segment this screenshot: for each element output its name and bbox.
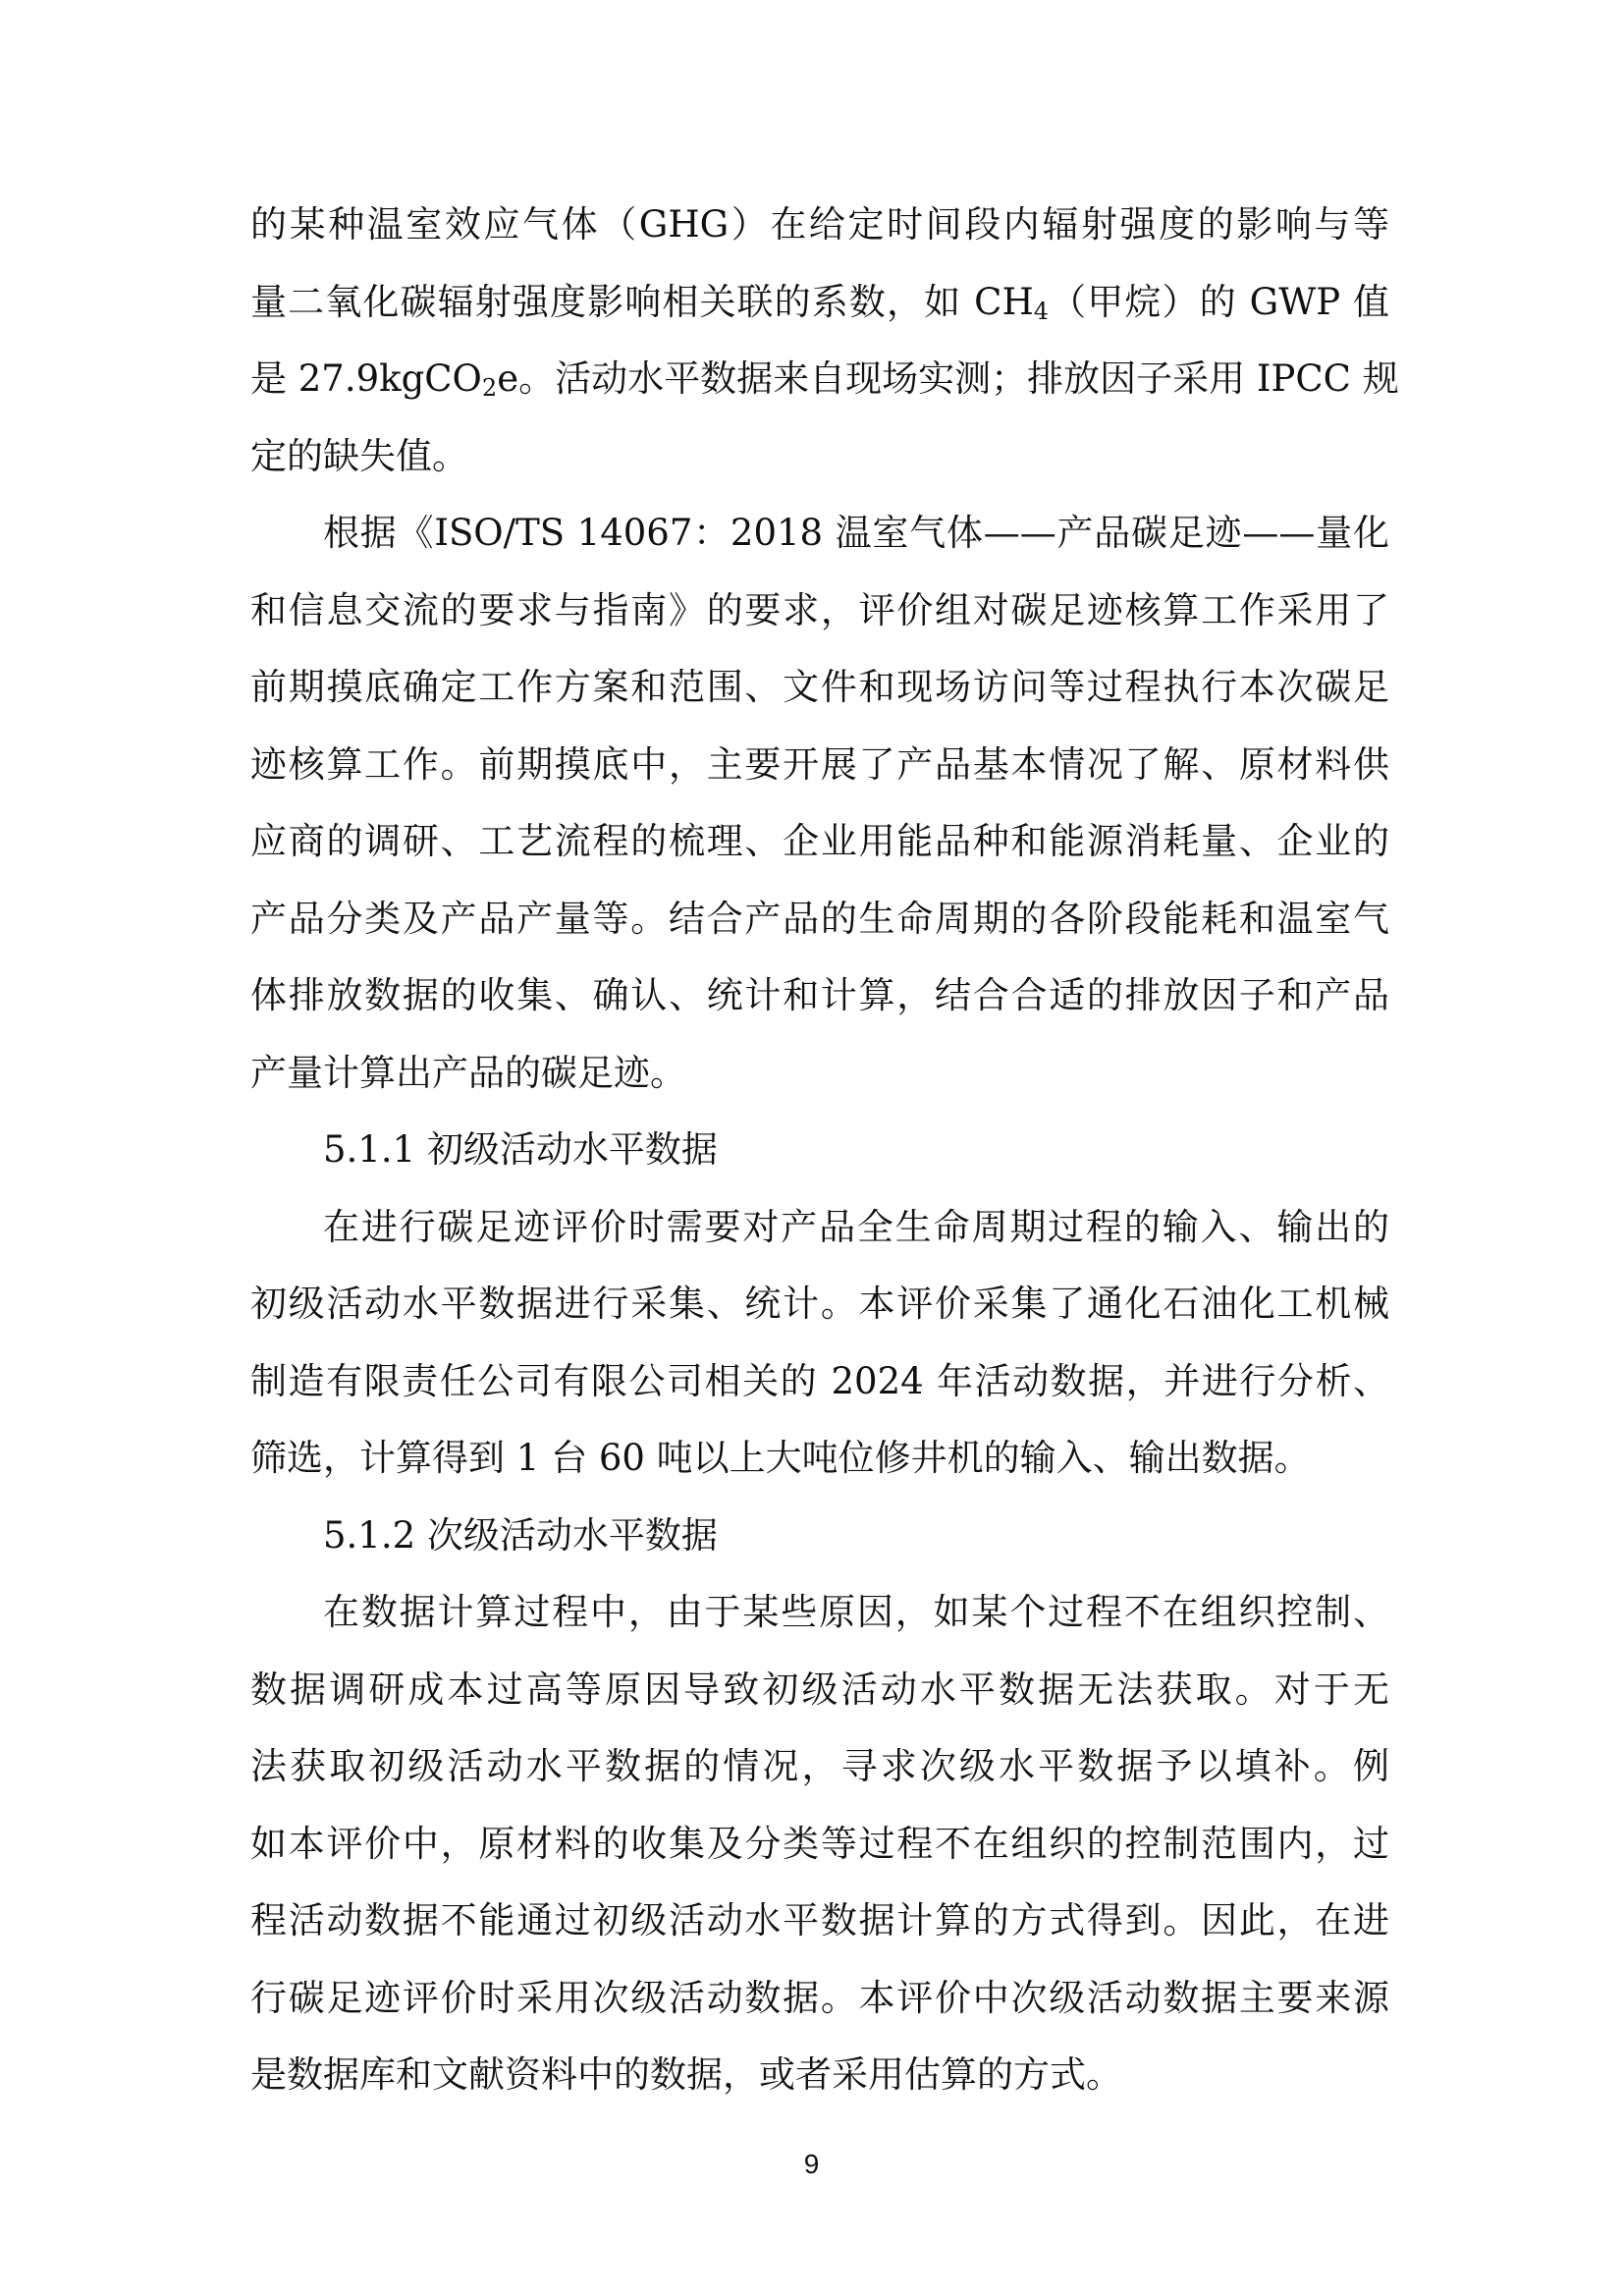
paragraph-iso-methodology — [250, 495, 1389, 1112]
paragraph-secondary-data — [250, 1574, 1389, 2114]
text-line: 迹核算工作。前期摸底中，主要开展了产品基本情况了解、原材料供 — [250, 742, 1389, 786]
paragraph-primary-data — [250, 1189, 1389, 1498]
text-segment: （甲烷）的 GWP 值 — [1049, 280, 1389, 323]
text-line: 在数据计算过程中，由于某些原因，如某个过程不在组织控制、 — [323, 1591, 1389, 1633]
text-line: 行碳足迹评价时采用次级活动数据。本评价中次级活动数据主要来源 — [250, 1976, 1389, 2019]
text-line: 产品分类及产品产量等。结合产品的生命周期的各阶段能耗和温室气 — [250, 897, 1389, 940]
text-line: 是数据库和文献资料中的数据，或者采用估算的方式。 — [250, 2053, 1122, 2096]
text-segment: 量二氧化碳辐射强度影响相关联的系数，如 CH — [250, 280, 1034, 323]
text-line: 产量计算出产品的碳足迹。 — [250, 1051, 686, 1094]
text-line: 数据调研成本过高等原因导致初级活动水平数据无法获取。对于无 — [250, 1667, 1389, 1711]
subscript: 4 — [1033, 297, 1050, 325]
text-line: 根据《ISO/TS 14067：2018 温室气体——产品碳足迹——量化 — [323, 512, 1389, 554]
text-line: 应商的调研、工艺流程的梳理、企业用能品种和能源消耗量、企业的 — [250, 820, 1389, 862]
text-line: 在进行碳足迹评价时需要对产品全生命周期过程的输入、输出的 — [323, 1205, 1389, 1248]
text-line: 定的缺失值。 — [250, 434, 468, 477]
text-line: 程活动数据不能通过初级活动水平数据计算的方式得到。因此，在进 — [250, 1899, 1389, 1941]
text-line: 初级活动水平数据进行采集、统计。本评价采集了通化石油化工机械 — [250, 1283, 1389, 1325]
page-number: 9 — [803, 2149, 820, 2179]
subscript: 2 — [481, 374, 498, 402]
text-segment: e。活动水平数据来自现场实测；排放因子采用 IPCC 规 — [497, 357, 1399, 400]
text-line: 筛选，计算得到 1 台 60 吨以上大吨位修井机的输入、输出数据。 — [250, 1437, 1311, 1479]
section-heading-secondary-data: 5.1.2 次级活动水平数据 — [323, 1513, 718, 1557]
text-line: 制造有限责任公司有限公司相关的 2024 年活动数据，并进行分析、 — [250, 1359, 1389, 1402]
text-line: 法获取初级活动水平数据的情况，寻求次级水平数据予以填补。例 — [250, 1745, 1389, 1787]
text-line: 体排放数据的收集、确认、统计和计算，结合合适的排放因子和产品 — [250, 974, 1389, 1016]
page-content — [250, 187, 1399, 2114]
text-line: 的某种温室效应气体（GHG）在给定时间段内辐射强度的影响与等 — [250, 203, 1389, 246]
text-line: 和信息交流的要求与指南》的要求，评价组对碳足迹核算工作采用了 — [250, 588, 1389, 631]
text-line — [250, 341, 1399, 418]
text-line — [250, 264, 1389, 342]
text-line: 前期摸底确定工作方案和范围、文件和现场访问等过程执行本次碳足 — [250, 666, 1389, 708]
text-line: 如本评价中，原材料的收集及分类等过程不在组织的控制范围内，过 — [250, 1822, 1389, 1865]
paragraph-gwp-definition — [250, 187, 1399, 495]
text-segment: 是 27.9kgCO — [250, 357, 482, 400]
section-heading-primary-data: 5.1.1 初级活动水平数据 — [323, 1128, 718, 1171]
